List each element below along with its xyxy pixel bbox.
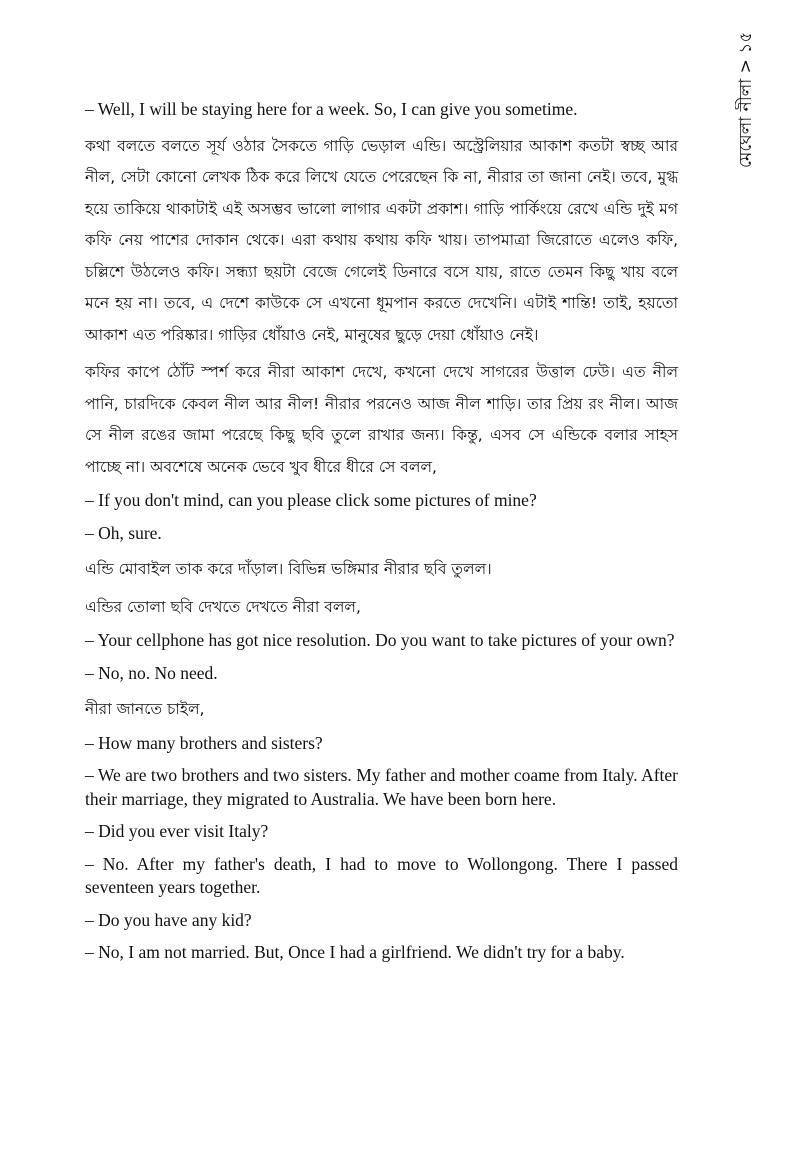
dialogue-line: – Do you have any kid? bbox=[85, 909, 252, 930]
running-header bbox=[732, 28, 772, 168]
dialogue-line: – No, no. No need. bbox=[85, 662, 218, 683]
narrative-paragraph: এন্ডির তোলা ছবি দেখতে দেখতে নীরা বলল, bbox=[85, 597, 361, 616]
page-body bbox=[85, 98, 678, 974]
narrative-paragraph: কফির কাপে ঠোঁট স্পর্শ করে নীরা আকাশ দেখে, কখনো দেখে সাগরের উত্তাল ঢেউ। এত নীল পানি, চারদিকে কেবল নীল আর নীল! নীরার পরনেও আজ নীল শাড়ি। তার প্রিয় রং নীল। আজ সে নীল রঙের জামা পরেছে কিছু ছবি তুলে রাখার জন্য। কিন্তু, এসব সে এন্ডিকে বলার সাহস পাচ্ছে না। অবশেষে অনেক ভেবে খুব ধীরে ধীরে সে বলল, bbox=[85, 363, 678, 476]
dialogue-line: – Your cellphone has got nice resolution. Do you want to take pictures of your own? bbox=[85, 630, 675, 650]
narrative-paragraph: এন্ডি মোবাইল তাক করে দাঁড়াল। বিভিন্ন ভঙ্গিমার নীরার ছবি তুলল। bbox=[85, 560, 492, 578]
dialogue-line: – No, I am not married. But, Once I had a girlfriend. We didn't try for a baby. bbox=[85, 942, 625, 962]
narrative-paragraph: নীরা জানতে চাইল, bbox=[85, 700, 205, 718]
dialogue-line: – If you don't mind, can you please click some pictures of mine? bbox=[85, 490, 537, 510]
dialogue-line: – Well, I will be staying here for a week. So, I can give you sometime. bbox=[85, 99, 578, 119]
narrative-paragraph: কথা বলতে বলতে সূর্য ওঠার সৈকতে গাড়ি ভেড়াল এন্ডি। অস্ট্রেলিয়ার আকাশ কতটা স্বচ্ছ আর নীল, সেটা কোনো লেখক ঠিক করে লিখে যেতে পেরেছেন কি না, নীরার তা জানা নেই। তবে, মুগ্ধ হয়ে তাকিয়ে থাকাটাই এই অসম্ভব ভালো লাগার একটা প্রকাশ। গাড়ি পার্কিংয়ে রেখে এন্ডি দুই মগ কফি নেয় পাশের দোকান থেকে। এরা কথায় কথায় কফি খায়। তাপমাত্রা জিরোতে এলেও কফি, চল্লিশে উঠলেও কফি। সন্ধ্যা ছয়টা বেজে গেলেই ডিনারে বসে যায়, রাতে তেমন কিছু খায় বলে মনে হয় না। তবে, এ দেশে কাউকে সে এখনো ধূমপান করতে দেখেনি। এটাই শান্তি! তাই, হয়তো আকাশ এত পরিষ্কার। গাড়ির ধোঁয়াও নেই, মানুষের ছুড়ে দেয়া ধোঁয়াও নেই। bbox=[85, 136, 678, 344]
dialogue-line: – How many brothers and sisters? bbox=[85, 732, 323, 753]
dialogue-line: – Oh, sure. bbox=[85, 522, 162, 543]
dialogue-line: – We are two brothers and two sisters. My father and mother coame from Italy. After their marriage, they migrated to Australia. We have been born here. bbox=[85, 765, 678, 809]
dialogue-line: – Did you ever visit Italy? bbox=[85, 821, 269, 841]
dialogue-line: – No. After my father's death, I had to move to Wollongong. There I passed seventeen years together. bbox=[85, 853, 678, 897]
running-title: মেঘেলা নীলা > ১৫ bbox=[736, 31, 756, 168]
